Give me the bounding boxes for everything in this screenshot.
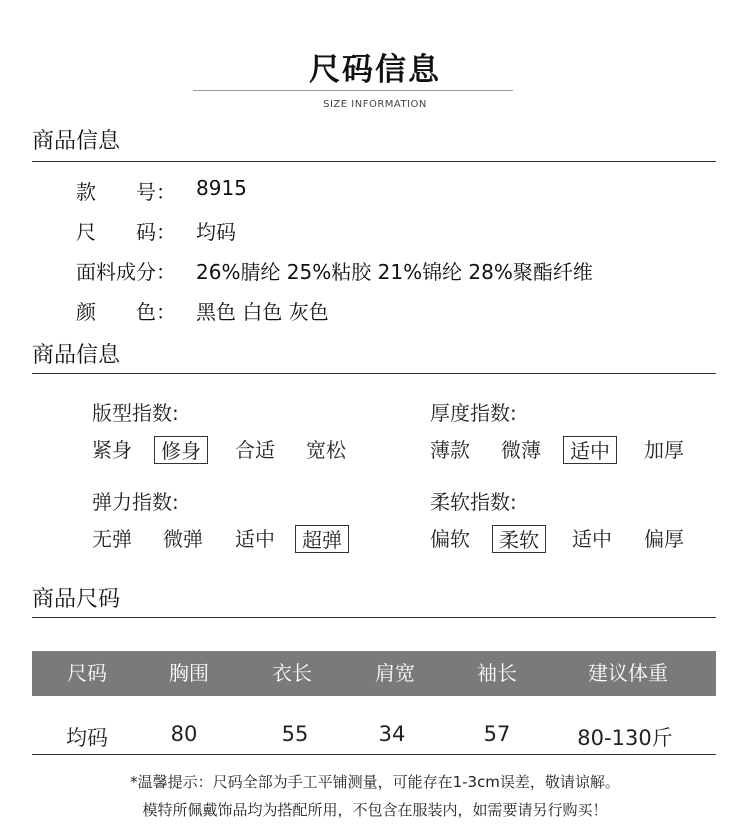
fit-option-slim-selected: 修身 xyxy=(154,436,208,464)
table-cell: 均码 xyxy=(66,726,108,750)
info-label: 款 号： xyxy=(76,180,176,204)
table-header-cell: 建议体重 xyxy=(588,661,668,685)
info-row-size xyxy=(76,216,236,245)
section-divider xyxy=(32,373,716,374)
fit-option-loose: 宽松 xyxy=(306,438,346,462)
elasticity-index-label: 弹力指数: xyxy=(92,490,179,514)
info-row-color xyxy=(76,296,329,325)
fit-option-regular: 合适 xyxy=(235,438,275,462)
table-header-cell: 胸围 xyxy=(169,661,209,685)
section-divider xyxy=(32,617,716,618)
table-cell: 34 xyxy=(378,722,406,746)
fit-index-label: 版型指数: xyxy=(92,401,179,425)
page-subtitle: SIZE INFORMATION xyxy=(323,99,427,110)
elasticity-option-medium: 适中 xyxy=(235,527,275,551)
softness-index-label: 柔软指数: xyxy=(430,490,517,514)
softness-option-soft-selected: 柔软 xyxy=(492,525,546,553)
page-title: 尺码信息 xyxy=(309,52,441,88)
index-section-heading: 商品信息 xyxy=(32,343,121,368)
info-label: 颜 色： xyxy=(76,300,176,324)
softness-option-medium: 适中 xyxy=(572,527,612,551)
table-bottom-divider xyxy=(32,754,716,755)
table-header-cell: 尺码 xyxy=(67,661,107,685)
notice-text: 模特所佩戴饰品均为搭配所用，不包含在服装内，如需要请另行购买！ xyxy=(142,801,608,819)
table-cell: 80-130斤 xyxy=(577,726,673,750)
thickness-index-label: 厚度指数: xyxy=(430,401,517,425)
info-value: 26%腈纶 25%粘胶 21%锦纶 28%聚酯纤维 xyxy=(196,260,593,284)
table-cell: 57 xyxy=(483,722,511,746)
thickness-option-thick: 加厚 xyxy=(644,438,684,462)
table-header-cell: 肩宽 xyxy=(375,661,415,685)
thickness-option-thin: 薄款 xyxy=(430,438,470,462)
table-header-cell: 衣长 xyxy=(272,661,312,685)
softness-option-thick-leaning: 偏厚 xyxy=(644,527,684,551)
thickness-option-medium-selected: 适中 xyxy=(563,436,617,464)
info-label: 尺 码： xyxy=(76,220,176,244)
table-cell: 80 xyxy=(170,722,198,746)
section-divider xyxy=(32,161,716,162)
product-info-heading: 商品信息 xyxy=(32,129,121,154)
fit-option-tight: 紧身 xyxy=(92,438,132,462)
info-value: 黑色 白色 灰色 xyxy=(196,300,329,324)
notice-text: *温馨提示：尺码全部为手工平铺测量，可能存在1-3cm误差，敬请谅解。 xyxy=(130,773,620,791)
info-label: 面料成分： xyxy=(76,260,176,284)
size-table-header xyxy=(32,651,716,696)
elasticity-option-super-selected: 超弹 xyxy=(295,525,349,553)
thickness-option-slightly-thin: 微薄 xyxy=(501,438,541,462)
size-table-heading: 商品尺码 xyxy=(32,587,121,612)
info-row-fabric xyxy=(76,256,593,285)
elasticity-option-none: 无弹 xyxy=(92,527,132,551)
table-header-cell: 袖长 xyxy=(477,661,517,685)
elasticity-option-slight: 微弹 xyxy=(163,527,203,551)
title-divider xyxy=(193,90,513,91)
softness-option-soft-leaning: 偏软 xyxy=(430,527,470,551)
info-row-style-number xyxy=(76,176,247,205)
info-value: 8915 xyxy=(196,176,247,200)
table-cell: 55 xyxy=(281,722,309,746)
info-value: 均码 xyxy=(196,220,236,244)
